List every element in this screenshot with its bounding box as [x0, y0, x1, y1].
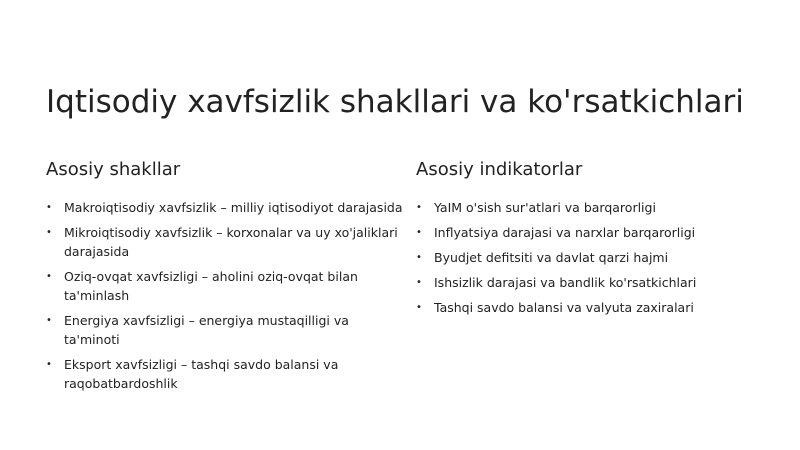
left-column-heading: Asosiy shakllar: [46, 159, 181, 180]
list-item-text: Eksport xavfsizligi – tashqi savdo balansi va raqobatbardoshlik: [64, 357, 339, 391]
bullet-icon: •: [416, 277, 422, 288]
list-item-text: Ishsizlik darajasi va bandlik ko'rsatkichlari: [434, 275, 697, 290]
list-item: [46, 267, 406, 305]
list-item-text: YaIM o'sish sur'atlari va barqarorligi: [434, 200, 656, 215]
bullet-icon: •: [416, 227, 422, 238]
slide-title: Iqtisodiy xavfsizlik shakllari va ko'rsatkichlari: [46, 84, 744, 120]
right-column-heading: Asosiy indikatorlar: [416, 159, 583, 180]
left-bullet-list: [46, 198, 406, 393]
bullet-icon: •: [46, 227, 52, 238]
bullet-icon: •: [416, 302, 422, 313]
list-item-text: Makroiqtisodiy xavfsizlik – milliy iqtisodiyot darajasida: [64, 200, 403, 215]
list-item-text: Inflyatsiya darajasi va narxlar barqarorligi: [434, 225, 696, 240]
list-item: [46, 355, 406, 393]
right-bullet-list: [416, 198, 756, 317]
list-item: [416, 198, 756, 217]
bullet-icon: •: [46, 359, 52, 370]
bullet-icon: •: [416, 252, 422, 263]
list-item: [416, 223, 756, 242]
list-item-text: Tashqi savdo balansi va valyuta zaxiralari: [434, 300, 694, 315]
list-item: [416, 298, 756, 317]
list-item-text: Energiya xavfsizligi – energiya mustaqilligi va ta'minoti: [64, 313, 349, 347]
list-item-text: Mikroiqtisodiy xavfsizlik – korxonalar va uy xo'jaliklari darajasida: [64, 225, 398, 259]
bullet-icon: •: [46, 202, 52, 213]
bullet-icon: •: [416, 202, 422, 213]
right-column: [416, 158, 756, 323]
list-item: [46, 223, 406, 261]
list-item-text: Byudjet defitsiti va davlat qarzi hajmi: [434, 250, 669, 265]
left-column: [46, 158, 406, 399]
list-item-text: Oziq-ovqat xavfsizligi – aholini oziq-ovqat bilan ta'minlash: [64, 269, 358, 303]
bullet-icon: •: [46, 315, 52, 326]
list-item: [46, 198, 406, 217]
list-item: [46, 311, 406, 349]
list-item: [416, 273, 756, 292]
bullet-icon: •: [46, 271, 52, 282]
list-item: [416, 248, 756, 267]
